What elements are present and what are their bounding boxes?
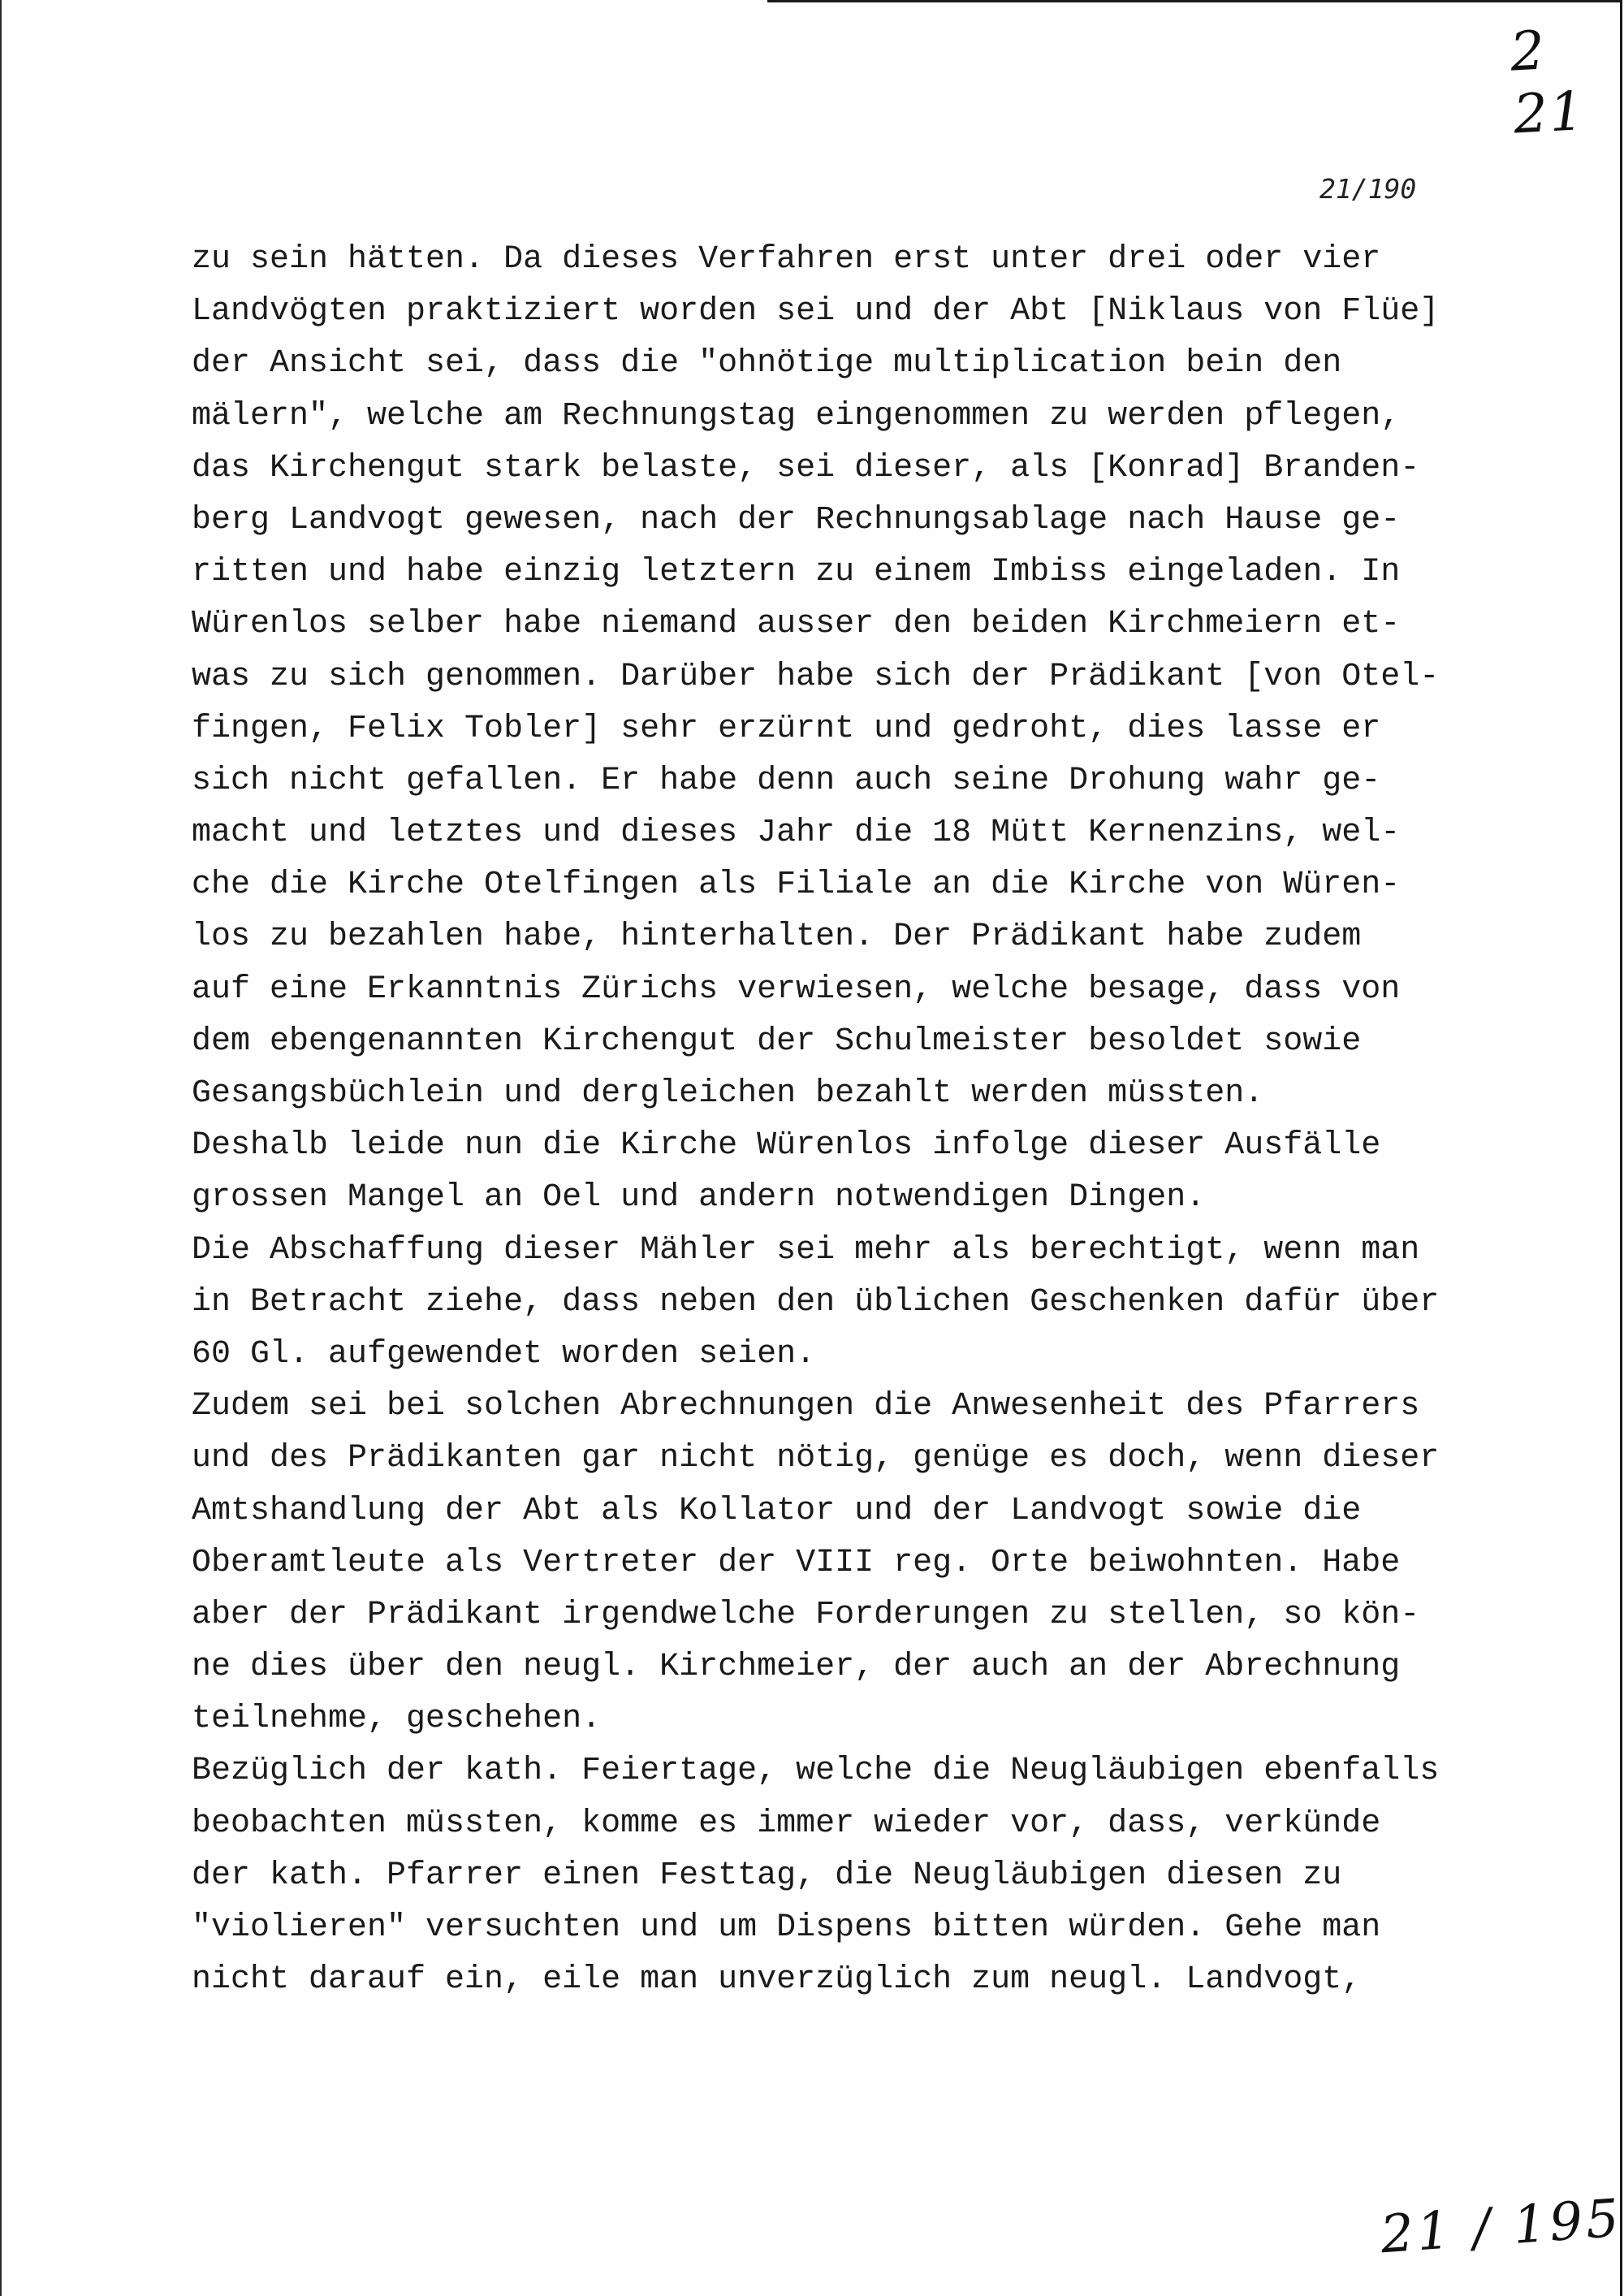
text-line: zu sein hätten. Da dieses Verfahren erst unter drei oder vier [192,241,1381,278]
text-line: nicht darauf ein, eile man unverzüglich zum neugl. Landvogt, [192,1961,1362,1999]
text-line: ne dies über den neugl. Kirchmeier, der auch an der Abrechnung [192,1649,1401,1686]
text-line: Gesangsbüchlein und dergleichen bezahlt werden müssten. [192,1075,1264,1112]
text-line: aber der Prädikant irgendwelche Forderungen zu stellen, so kön- [192,1596,1420,1633]
text-line: dem ebengenannten Kirchengut der Schulmeister besoldet sowie [192,1023,1362,1060]
text-line: auf eine Erkanntnis Zürichs verwiesen, welche besage, dass von [192,971,1401,1008]
text-line: Würenlos selber habe niemand ausser den beiden Kirchmeiern et- [192,606,1401,643]
text-line: Die Abschaffung dieser Mähler sei mehr als berechtigt, wenn man [192,1231,1420,1269]
text-line: teilnehme, geschehen. [192,1701,602,1738]
text-line: los zu bezahlen habe, hinterhalten. Der Prädikant habe zudem [192,919,1362,956]
text-line: Amtshandlung der Abt als Kollator und der Landvogt sowie die [192,1492,1362,1529]
text-line: "violieren" versuchten und um Dispens bitten würden. Gehe man [192,1909,1381,1946]
text-line: Landvögten praktiziert worden sei und der Abt [Niklaus von Flüe] [192,293,1440,331]
text-line: beobachten müssten, komme es immer wieder vor, dass, verkünde [192,1805,1381,1842]
page-edge-left [0,0,2,2296]
text-line: grossen Mangel an Oel und andern notwendigen Dingen. [192,1179,1206,1217]
text-line: in Betracht ziehe, dass neben den üblichen Geschenken dafür über [192,1283,1440,1321]
text-line: 60 Gl. aufgewendet worden seien. [192,1335,816,1373]
text-line: Deshalb leide nun die Kirche Würenlos infolge dieser Ausfälle [192,1127,1381,1165]
page-number: 21/190 [1320,173,1417,205]
text-line: der Ansicht sei, dass die "ohnötige multiplication bein den [192,345,1342,383]
page-edge-top [767,0,1620,2]
text-line: der kath. Pfarrer einen Festtag, die Neugläubigen diesen zu [192,1857,1342,1894]
text-line: macht und letztes und dieses Jahr die 18 Mütt Kernenzins, wel- [192,815,1401,852]
typewritten-body [192,234,1621,2006]
text-line: berg Landvogt gewesen, nach der Rechnungsablage nach Hause ge- [192,501,1401,538]
text-line: Bezüglich der kath. Feiertage, welche die Neugläubigen ebenfalls [192,1753,1440,1790]
text-line: sich nicht gefallen. Er habe denn auch seine Drohung wahr ge- [192,762,1381,799]
text-line: Zudem sei bei solchen Abrechnungen die Anwesenheit des Pfarrers [192,1388,1420,1425]
text-line: ritten und habe einzig letztern zu einem Imbiss eingeladen. In [192,554,1401,591]
text-line: fingen, Felix Tobler] sehr erzürnt und gedroht, dies lasse er [192,710,1381,747]
handwritten-folio-number: 2 21 [1509,19,1587,146]
handwritten-archive-number: 21 / 195 [1378,2188,1624,2266]
text-line: Oberamtleute als Vertreter der VIII reg. Orte beiwohnten. Habe [192,1544,1401,1581]
text-line: mälern", welche am Rechnungstag eingenommen zu werden pflegen, [192,397,1401,435]
text-line: das Kirchengut stark belaste, sei dieser, als [Konrad] Branden- [192,449,1420,486]
text-line: was zu sich genommen. Darüber habe sich der Prädikant [von Otel- [192,658,1440,695]
text-line: che die Kirche Otelfingen als Filiale an die Kirche von Würen- [192,867,1401,904]
text-line: und des Prädikanten gar nicht nötig, genüge es doch, wenn dieser [192,1440,1440,1477]
